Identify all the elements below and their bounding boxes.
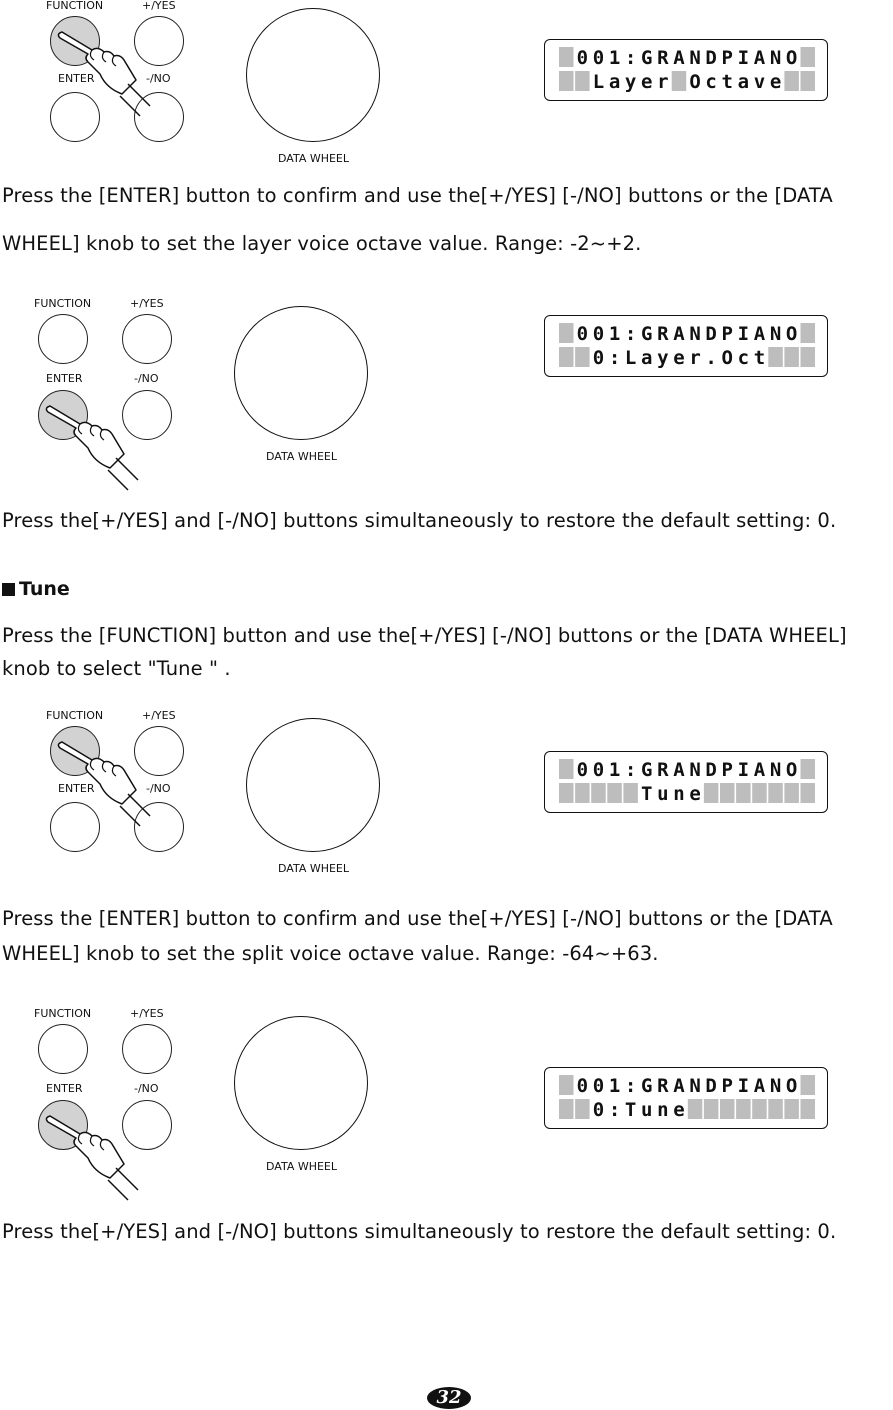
bullet-square-icon	[2, 583, 15, 596]
lcd-char: I	[737, 323, 750, 345]
lcd-char: P	[721, 47, 733, 69]
lcd-empty-cell	[801, 323, 816, 343]
lcd-char: 0	[576, 323, 589, 345]
lcd-char: P	[721, 323, 733, 345]
lcd-char: y	[624, 71, 637, 93]
lcd-empty-cell	[768, 347, 783, 367]
lcd-empty-cell	[752, 1099, 767, 1119]
data-wheel-label: DATA WHEEL	[278, 152, 350, 165]
lcd-char: :	[608, 1099, 621, 1121]
lcd-char: 0	[592, 347, 605, 369]
yes-label: +/YES	[142, 0, 176, 12]
lcd-char: R	[657, 47, 669, 69]
lcd-char: D	[705, 759, 717, 781]
no-label: -/NO	[134, 1082, 159, 1095]
lcd-empty-cell	[559, 71, 574, 91]
lcd-char: O	[785, 759, 798, 781]
lcd-char: e	[769, 71, 782, 93]
yes-label: +/YES	[142, 709, 176, 722]
lcd-char: I	[737, 759, 750, 781]
lcd-empty-cell	[720, 1099, 735, 1119]
lcd-char: O	[721, 347, 733, 369]
lcd-empty-cell	[736, 1099, 751, 1119]
lcd-char: 1	[608, 759, 621, 781]
control-panel-2	[0, 284, 881, 464]
lcd-char: O	[785, 47, 798, 69]
lcd-char: t	[753, 347, 766, 369]
lcd-char: 0	[592, 1099, 605, 1121]
lcd-char: 1	[608, 1075, 621, 1097]
lcd-char: R	[657, 759, 669, 781]
lcd-char: D	[705, 47, 717, 69]
lcd-char: N	[769, 759, 782, 781]
no-label: -/NO	[134, 372, 159, 385]
lcd-empty-cell	[801, 1075, 816, 1095]
lcd-char: P	[721, 1075, 733, 1097]
lcd-empty-cell	[704, 1099, 719, 1119]
lcd-char: r	[689, 347, 701, 369]
data-wheel[interactable]	[246, 718, 380, 852]
lcd-char: t	[721, 71, 733, 93]
lcd-char: O	[689, 71, 701, 93]
lcd-char: T	[624, 1099, 637, 1121]
yes-label: +/YES	[130, 1007, 164, 1020]
lcd-empty-cell	[704, 783, 719, 803]
enter-label: ENTER	[46, 1082, 83, 1095]
lcd-char: 0	[576, 1075, 589, 1097]
lcd-char: A	[753, 47, 766, 69]
instruction-text-4b: WHEEL] knob to set the split voice octave value. Range: -64~+63.	[2, 942, 659, 965]
lcd-empty-cell	[559, 323, 574, 343]
lcd-char: a	[737, 71, 750, 93]
lcd-empty-cell	[672, 71, 687, 91]
lcd-char: P	[721, 759, 733, 781]
lcd-char: D	[705, 1075, 717, 1097]
lcd-char: I	[737, 1075, 750, 1097]
lcd-char: I	[737, 47, 750, 69]
yes-label: +/YES	[130, 297, 164, 310]
lcd-display	[544, 1067, 828, 1129]
lcd-char: R	[657, 323, 669, 345]
no-label: -/NO	[146, 72, 171, 85]
lcd-char: 0	[592, 1075, 605, 1097]
function-label: FUNCTION	[46, 709, 104, 722]
lcd-char: L	[624, 347, 637, 369]
lcd-char: 1	[608, 323, 621, 345]
lcd-char: e	[673, 1099, 685, 1121]
instruction-text-5: Press the[+/YES] and [-/NO] buttons simultaneously to restore the default setting: 0.	[2, 1220, 837, 1243]
lcd-char: r	[657, 71, 669, 93]
instruction-text-2: Press the[+/YES] and [-/NO] buttons simultaneously to restore the default setting: 0.	[2, 509, 837, 532]
lcd-empty-cell	[623, 783, 638, 803]
instruction-text-1a: Press the [ENTER] button to confirm and use the[+/YES] [-/NO] buttons or the [DATA	[2, 184, 833, 207]
lcd-empty-cell	[801, 1099, 816, 1119]
lcd-empty-cell	[591, 783, 606, 803]
lcd-char: A	[673, 759, 685, 781]
section-heading-tune	[2, 578, 70, 600]
lcd-empty-cell	[768, 783, 783, 803]
lcd-char: O	[785, 1075, 798, 1097]
lcd-char: N	[689, 323, 701, 345]
page-number: 32	[427, 1387, 471, 1409]
yes-button[interactable]	[122, 1024, 172, 1074]
instruction-text-3b: knob to select "Tune " .	[2, 657, 231, 680]
lcd-empty-cell	[607, 783, 622, 803]
lcd-char: A	[673, 1075, 685, 1097]
lcd-empty-cell	[575, 71, 590, 91]
lcd-char: u	[657, 783, 669, 805]
lcd-char: n	[673, 783, 685, 805]
function-button[interactable]	[38, 314, 88, 364]
lcd-char: A	[673, 323, 685, 345]
lcd-char: v	[753, 71, 766, 93]
lcd-char: :	[624, 47, 637, 69]
lcd-empty-cell	[801, 347, 816, 367]
lcd-char: N	[769, 323, 782, 345]
function-button[interactable]	[38, 1024, 88, 1074]
data-wheel[interactable]	[234, 1016, 368, 1150]
lcd-char: G	[641, 759, 653, 781]
lcd-empty-cell	[688, 1099, 703, 1119]
control-panel-4	[0, 994, 881, 1174]
function-label: FUNCTION	[34, 1007, 92, 1020]
lcd-char: A	[673, 47, 685, 69]
lcd-empty-cell	[784, 1099, 799, 1119]
enter-label: ENTER	[46, 372, 83, 385]
lcd-empty-cell	[720, 783, 735, 803]
data-wheel-label: DATA WHEEL	[266, 450, 338, 463]
control-panel-3	[0, 696, 893, 876]
lcd-char: R	[657, 1075, 669, 1097]
pointing-hand-icon	[46, 402, 156, 492]
lcd-char: G	[641, 47, 653, 69]
no-label: -/NO	[146, 782, 171, 795]
data-wheel-label: DATA WHEEL	[278, 862, 350, 875]
lcd-char: A	[753, 323, 766, 345]
lcd-char: N	[769, 1075, 782, 1097]
lcd-empty-cell	[784, 71, 799, 91]
lcd-char: N	[689, 47, 701, 69]
lcd-char: 1	[608, 47, 621, 69]
lcd-char: N	[769, 47, 782, 69]
lcd-char: N	[689, 759, 701, 781]
lcd-char: :	[624, 759, 637, 781]
control-panel-1	[0, 0, 893, 166]
function-label: FUNCTION	[34, 297, 92, 310]
lcd-char: 0	[592, 47, 605, 69]
lcd-empty-cell	[575, 1099, 590, 1119]
lcd-empty-cell	[801, 759, 816, 779]
lcd-empty-cell	[559, 759, 574, 779]
lcd-char: N	[689, 1075, 701, 1097]
lcd-char: 0	[592, 323, 605, 345]
lcd-char: :	[624, 323, 637, 345]
lcd-empty-cell	[559, 1099, 574, 1119]
lcd-char: a	[641, 347, 653, 369]
section-title: Tune	[19, 578, 70, 600]
lcd-display	[544, 39, 828, 101]
lcd-empty-cell	[736, 783, 751, 803]
lcd-empty-cell	[559, 347, 574, 367]
lcd-empty-cell	[752, 783, 767, 803]
lcd-char: e	[673, 347, 685, 369]
lcd-char: c	[705, 71, 717, 93]
lcd-empty-cell	[559, 783, 574, 803]
instruction-text-4a: Press the [ENTER] button to confirm and use the[+/YES] [-/NO] buttons or the [DATA	[2, 907, 833, 930]
yes-button[interactable]	[122, 314, 172, 364]
lcd-char: n	[657, 1099, 669, 1121]
lcd-char: :	[624, 1075, 637, 1097]
lcd-char: L	[592, 71, 605, 93]
data-wheel[interactable]	[234, 306, 368, 440]
lcd-empty-cell	[559, 1075, 574, 1095]
function-label: FUNCTION	[46, 0, 104, 12]
lcd-char: A	[753, 1075, 766, 1097]
lcd-char: a	[608, 71, 621, 93]
lcd-char: 0	[576, 759, 589, 781]
lcd-char: y	[657, 347, 669, 369]
lcd-char: :	[608, 347, 621, 369]
lcd-char: .	[705, 347, 717, 369]
lcd-char: D	[705, 323, 717, 345]
lcd-empty-cell	[801, 71, 816, 91]
lcd-char: O	[785, 323, 798, 345]
lcd-char: A	[753, 759, 766, 781]
lcd-char: e	[641, 71, 653, 93]
pointing-hand-icon	[58, 28, 168, 118]
data-wheel[interactable]	[246, 8, 380, 142]
lcd-empty-cell	[784, 347, 799, 367]
lcd-empty-cell	[801, 47, 816, 67]
lcd-char: G	[641, 1075, 653, 1097]
pointing-hand-icon	[46, 1112, 156, 1202]
lcd-empty-cell	[784, 783, 799, 803]
pointing-hand-icon	[58, 738, 168, 828]
lcd-empty-cell	[768, 1099, 783, 1119]
lcd-char: 0	[592, 759, 605, 781]
instruction-text-3a: Press the [FUNCTION] button and use the[+/YES] [-/NO] buttons or the [DATA WHEEL]	[2, 624, 847, 647]
lcd-char: G	[641, 323, 653, 345]
lcd-char: e	[689, 783, 701, 805]
instruction-text-1b: WHEEL] knob to set the layer voice octave value. Range: -2~+2.	[2, 232, 642, 255]
enter-label: ENTER	[58, 72, 95, 85]
lcd-empty-cell	[801, 783, 816, 803]
enter-label: ENTER	[58, 782, 95, 795]
lcd-char: 0	[576, 47, 589, 69]
lcd-display	[544, 315, 828, 377]
lcd-empty-cell	[559, 47, 574, 67]
lcd-char: u	[641, 1099, 653, 1121]
lcd-char: T	[641, 783, 653, 805]
lcd-empty-cell	[575, 347, 590, 367]
lcd-display	[544, 751, 828, 813]
lcd-empty-cell	[575, 783, 590, 803]
data-wheel-label: DATA WHEEL	[266, 1160, 338, 1173]
lcd-char: c	[737, 347, 750, 369]
